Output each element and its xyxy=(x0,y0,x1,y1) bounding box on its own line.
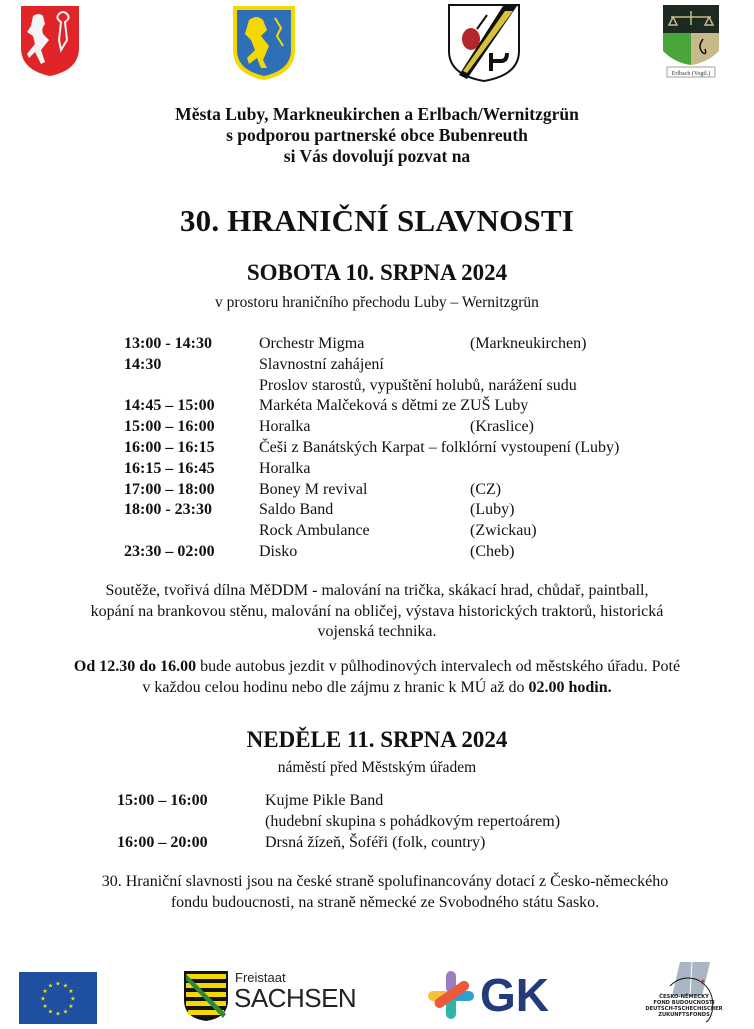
schedule-time: 15:00 – 16:00 xyxy=(117,792,208,809)
schedule-row xyxy=(124,521,684,542)
page-title: 30. HRANIČNÍ SLAVNOSTI xyxy=(179,203,574,238)
schedule-row xyxy=(117,812,677,833)
bus-time-range: Od 12.30 do 16.00 xyxy=(73,658,197,675)
fund-line-3: DEUTSCH-TSCHECHISCHER xyxy=(645,1006,723,1012)
gk-asterisk-icon xyxy=(428,969,474,1021)
schedule-act: Proslov starostů, vypuštění holubů, narážení sudu xyxy=(259,376,577,394)
schedule-time: 16:00 – 16:15 xyxy=(124,438,215,456)
schedule-time: 13:00 - 14:30 xyxy=(124,335,212,352)
sachsen-name-text: SACHSEN xyxy=(234,983,357,1013)
activities-line-3: vojenská technika. xyxy=(317,623,437,640)
erlbach-banner-text: Erlbach (Vogtl.) xyxy=(671,71,711,77)
schedule-act: Horalka xyxy=(259,459,311,477)
fund-line-4: ZUKUNFTSFONDS xyxy=(658,1012,710,1018)
eu-star-icon: ★ xyxy=(42,989,48,995)
markneukirchen-coat-of-arms xyxy=(231,4,297,87)
fund-line-2: FOND BUDOUCNOSTI xyxy=(653,1000,715,1006)
schedule-act: (hudební skupina s pohádkovým repertoárem) xyxy=(265,812,561,830)
schedule-place: (Kraslice) xyxy=(470,418,534,436)
luby-coat-of-arms xyxy=(19,4,81,83)
schedule-time: 16:00 – 20:00 xyxy=(117,833,208,851)
schedule-act: Drsná žízeň, Šoféři (folk, country) xyxy=(265,833,486,851)
saturday-schedule xyxy=(124,334,684,563)
schedule-act: Kujme Pikle Band xyxy=(265,792,384,809)
eu-star-icon: ★ xyxy=(42,1004,48,1010)
saturday-location: v prostoru hraničního přechodu Luby – Wernitzgrün xyxy=(215,294,539,311)
eu-star-icon: ★ xyxy=(70,996,76,1003)
schedule-time: 18:00 - 23:30 xyxy=(124,501,212,519)
schedule-act: Horalka xyxy=(259,418,311,436)
schedule-time: 23:30 – 02:00 xyxy=(124,542,215,560)
schedule-row xyxy=(124,396,684,417)
eu-star-icon: ★ xyxy=(62,983,69,990)
schedule-place: (Zwickau) xyxy=(470,522,537,540)
schedule-row xyxy=(124,542,684,563)
activities-line-2: kopání na brankovou stěnu, malování na obličej, výstava historických traktorů, historická xyxy=(90,602,664,620)
eu-star-icon: ★ xyxy=(55,1011,61,1018)
eu-star-icon: ★ xyxy=(47,983,54,990)
eu-flag-logo xyxy=(19,972,97,1029)
sachsen-shield-icon xyxy=(183,970,229,1022)
sunday-location: náměstí před Městským úřadem xyxy=(277,759,477,776)
bus-end-time: 02.00 hodin. xyxy=(528,678,612,696)
activities-paragraph xyxy=(0,581,754,643)
schedule-time: 14:30 xyxy=(124,355,162,373)
sunday-heading: NEDĚLE 11. SRPNA 2024 xyxy=(246,727,508,752)
schedule-row xyxy=(124,500,684,521)
schedule-time: 16:15 – 16:45 xyxy=(124,459,215,477)
schedule-act: Boney M revival xyxy=(259,480,368,498)
bus-text-1: bude autobus jezdit v půlhodinových intervalech od městského úřadu. Poté xyxy=(196,658,681,675)
bubenreuth-coat-of-arms xyxy=(447,3,521,88)
schedule-row xyxy=(124,417,684,438)
funding-line-2: fondu budoucnosti, na straně německé ze Svobodného státu Sasko. xyxy=(170,893,600,911)
eu-star-icon: ★ xyxy=(68,989,74,995)
schedule-row xyxy=(117,791,677,812)
fund-line-1: ČESKO-NĚMECKÝ xyxy=(659,994,709,1000)
eu-star-icon: ★ xyxy=(40,996,46,1003)
bus-text-2: v každou celou hodinu nebo dle zájmu z hranic k MÚ až do xyxy=(142,678,529,696)
schedule-time: 15:00 – 16:00 xyxy=(124,418,215,436)
schedule-place: (CZ) xyxy=(470,480,502,498)
schedule-time: 17:00 – 18:00 xyxy=(124,480,215,498)
schedule-place: (Cheb) xyxy=(470,542,515,560)
gk-text: GK xyxy=(480,969,549,1021)
schedule-act: Orchestr Migma xyxy=(259,335,365,352)
schedule-row xyxy=(124,480,684,501)
schedule-row xyxy=(124,355,684,376)
bus-paragraph xyxy=(0,657,754,698)
schedule-place: (Markneukirchen) xyxy=(470,335,587,352)
eu-star-icon: ★ xyxy=(68,1004,74,1010)
eu-star-icon: ★ xyxy=(55,981,61,988)
schedule-row xyxy=(124,334,684,355)
sunday-schedule xyxy=(117,791,677,853)
schedule-place: (Luby) xyxy=(470,501,515,519)
schedule-act: Češi z Banátských Karpat – folklórní vystoupení (Luby) xyxy=(259,438,620,456)
schedule-time: 14:45 – 15:00 xyxy=(124,397,215,415)
erlbach-coat-of-arms xyxy=(661,3,721,88)
eu-star-icon: ★ xyxy=(62,1009,69,1016)
schedule-act: Disko xyxy=(259,542,298,560)
funding-note xyxy=(0,872,754,913)
sachsen-freistaat-text: Freistaat xyxy=(235,970,286,985)
fund-text xyxy=(644,994,724,1018)
activities-line-1: Soutěže, tvořivá dílna MěDDM - malování na trička, skákací hrad, chůdař, paintball, xyxy=(105,582,649,599)
schedule-act: Saldo Band xyxy=(259,501,334,519)
schedule-row xyxy=(124,376,684,397)
saturday-heading: SOBOTA 10. SRPNA 2024 xyxy=(246,260,508,285)
eu-star-icon: ★ xyxy=(47,1009,54,1016)
intro-line-3: si Vás dovolují pozvat na xyxy=(283,146,471,166)
schedule-act: Markéta Malčeková s dětmi ze ZUŠ Luby xyxy=(259,397,529,415)
intro-line-1: Města Luby, Markneukirchen a Erlbach/Wernitzgrün xyxy=(175,104,579,124)
intro-line-2: s podporou partnerské obce Bubenreuth xyxy=(226,125,528,145)
schedule-act: Rock Ambulance xyxy=(259,522,370,540)
intro-block xyxy=(0,104,754,167)
schedule-row xyxy=(117,833,677,854)
funding-line-1: 30. Hraniční slavnosti jsou na české straně spolufinancovány dotací z Česko-německého xyxy=(101,873,669,890)
schedule-row xyxy=(124,459,684,480)
schedule-act: Slavnostní zahájení xyxy=(259,355,384,373)
schedule-row xyxy=(124,438,684,459)
